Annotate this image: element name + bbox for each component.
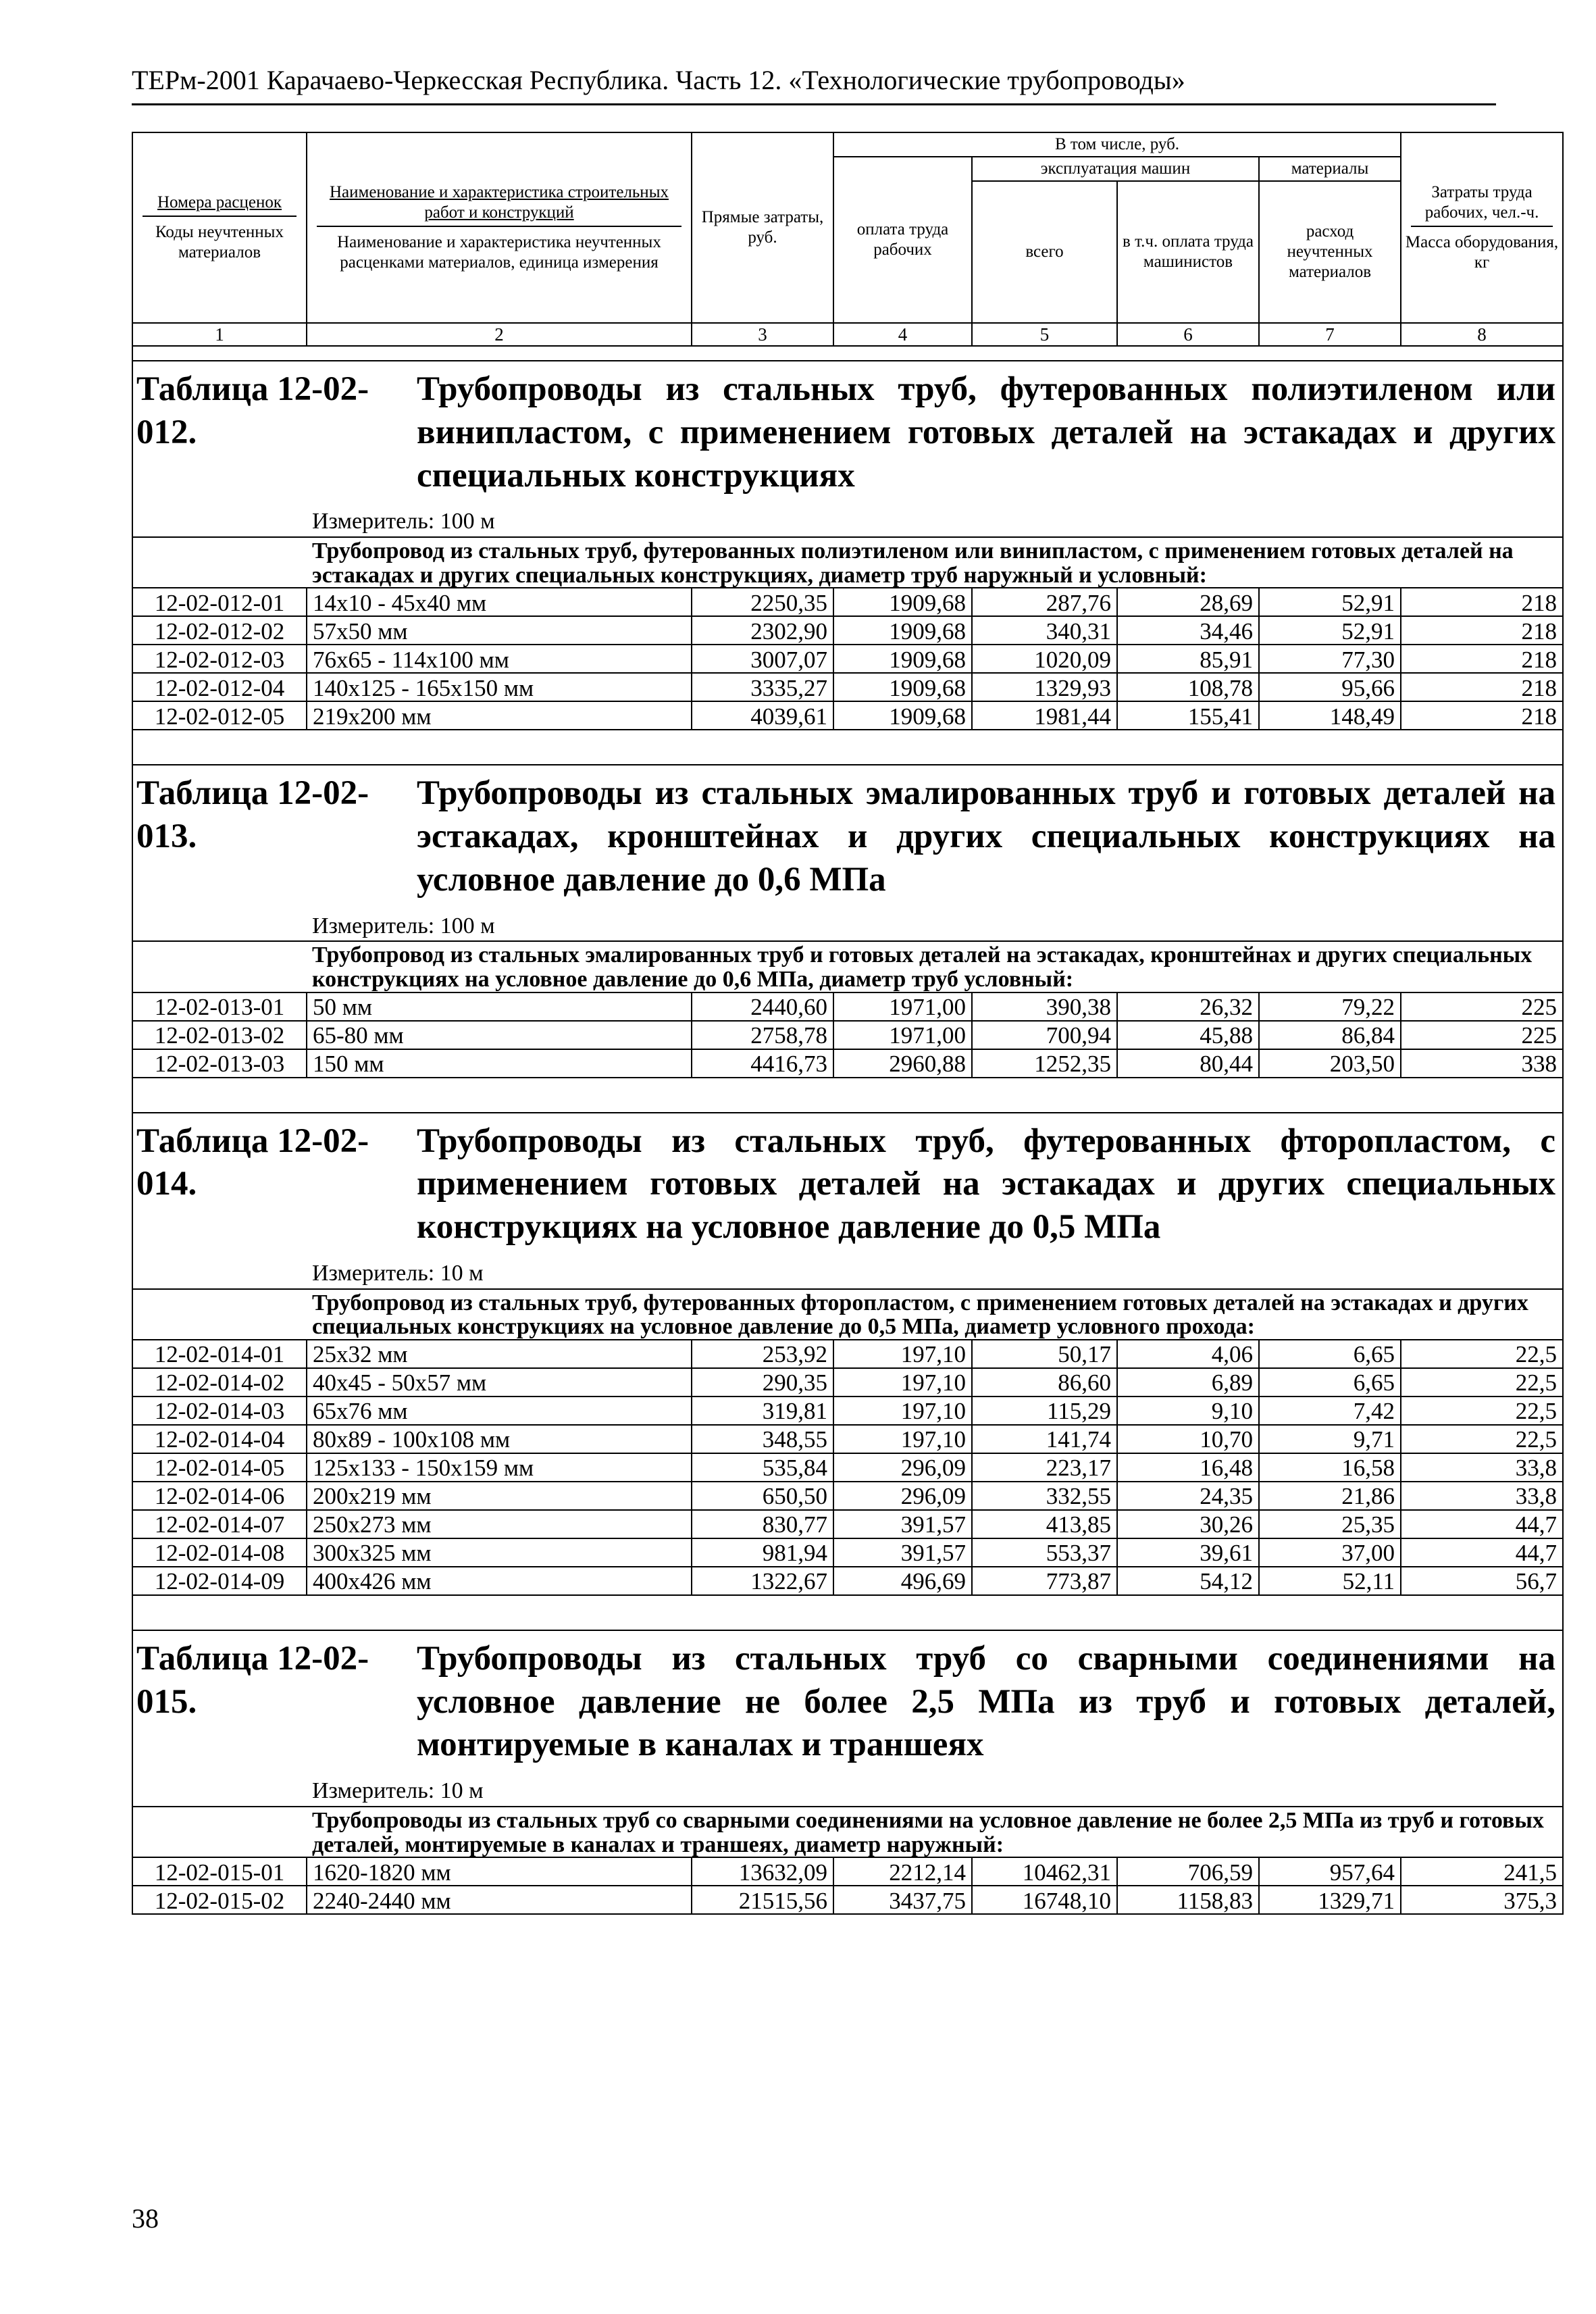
work-description: Трубопровод из стальных труб, футерованных фторопластом, с применением готовых деталей на эстакадах и других специальных конструкциях на условное давление до 0,5 МПа, диаметр условного прохода: xyxy=(132,1289,1563,1340)
rate-code: 12-02-014-04 xyxy=(132,1425,307,1453)
rate-code: 12-02-013-03 xyxy=(132,1049,307,1078)
page-number: 38 xyxy=(132,2203,159,2234)
machinists-wage: 9,10 xyxy=(1117,1397,1259,1425)
rate-code: 12-02-012-03 xyxy=(132,645,307,673)
materials-cost: 37,00 xyxy=(1259,1538,1401,1567)
workers-wage: 197,10 xyxy=(833,1340,972,1368)
rate-code: 12-02-013-01 xyxy=(132,992,307,1021)
table-title-text: Трубопроводы из стальных труб со сварными соединениями на условное давление не более 2,5 МПа из труб и готовых деталей, монтируемые в каналах и траншеях xyxy=(417,1639,1556,1764)
column-number: 4 xyxy=(833,323,972,346)
work-description: Трубопровод из стальных эмалированных труб и готовых деталей на эстакадах, кронштейнах и других специальных конструкциях на условное давление до 0,6 МПа, диаметр труб условный: xyxy=(132,941,1563,992)
workers-wage: 391,57 xyxy=(833,1538,972,1567)
materials-cost: 86,84 xyxy=(1259,1021,1401,1049)
column-number: 7 xyxy=(1259,323,1401,346)
table-row xyxy=(132,1482,1563,1510)
materials-cost: 79,22 xyxy=(1259,992,1401,1021)
workers-wage: 2212,14 xyxy=(833,1857,972,1886)
workers-wage: 1909,68 xyxy=(833,588,972,616)
workers-wage: 2960,88 xyxy=(833,1049,972,1078)
page-header: ТЕРм-2001 Карачаево-Черкесская Республика. Часть 12. «Технологические трубопроводы» xyxy=(132,64,1496,105)
direct-costs: 21515,56 xyxy=(692,1886,833,1914)
machines-total: 700,94 xyxy=(972,1021,1117,1049)
header-direct-costs: Прямые затраты, руб. xyxy=(692,132,833,323)
table-title xyxy=(133,1113,1562,1249)
table-title-row xyxy=(132,765,1563,901)
materials-cost: 25,35 xyxy=(1259,1510,1401,1538)
table-label: Таблица 12-02-014. xyxy=(136,1122,369,1203)
rate-code: 12-02-014-05 xyxy=(132,1453,307,1482)
materials-cost: 52,11 xyxy=(1259,1567,1401,1595)
measure-cell xyxy=(132,902,1563,942)
machinists-wage: 85,91 xyxy=(1117,645,1259,673)
item-name: 65х76 мм xyxy=(307,1397,692,1425)
item-name: 65-80 мм xyxy=(307,1021,692,1049)
item-name: 250х273 мм xyxy=(307,1510,692,1538)
measure-row xyxy=(132,497,1563,537)
measure-unit: Измеритель: 100 м xyxy=(312,509,495,534)
machinists-wage: 108,78 xyxy=(1117,673,1259,701)
rate-code: 12-02-014-06 xyxy=(132,1482,307,1510)
rate-code: 12-02-014-02 xyxy=(132,1368,307,1397)
rate-code: 12-02-012-05 xyxy=(132,701,307,730)
machines-total: 141,74 xyxy=(972,1425,1117,1453)
labor-cost: 375,3 xyxy=(1401,1886,1563,1914)
direct-costs: 981,94 xyxy=(692,1538,833,1567)
work-description: Трубопроводы из стальных труб со сварными соединениями на условное давление не более 2,5 МПа из труб и готовых деталей, монтируемые в каналах и траншеях, диаметр наружный: xyxy=(132,1807,1563,1857)
header-wage: оплата труда рабочих xyxy=(833,157,972,323)
labor-cost: 225 xyxy=(1401,1021,1563,1049)
measure-unit: Измеритель: 10 м xyxy=(312,1778,484,1804)
item-name: 400х426 мм xyxy=(307,1567,692,1595)
table-label: Таблица 12-02-013. xyxy=(136,774,369,856)
column-number: 2 xyxy=(307,323,692,346)
table-row xyxy=(132,1397,1563,1425)
labor-cost: 22,5 xyxy=(1401,1397,1563,1425)
workers-wage: 296,09 xyxy=(833,1453,972,1482)
machines-total: 10462,31 xyxy=(972,1857,1117,1886)
machinists-wage: 34,46 xyxy=(1117,616,1259,645)
direct-costs: 13632,09 xyxy=(692,1857,833,1886)
materials-cost: 77,30 xyxy=(1259,645,1401,673)
direct-costs: 4416,73 xyxy=(692,1049,833,1078)
table-title-row xyxy=(132,361,1563,497)
table-title-text: Трубопроводы из стальных труб, футерованных полиэтиленом или винипластом, с применением готовых деталей на эстакадах и других специальных конструкциях xyxy=(417,370,1556,495)
item-name: 2240-2440 мм xyxy=(307,1886,692,1914)
workers-wage: 496,69 xyxy=(833,1567,972,1595)
item-name: 140х125 - 165х150 мм xyxy=(307,673,692,701)
rate-code: 12-02-013-02 xyxy=(132,1021,307,1049)
table-title xyxy=(133,361,1562,497)
table-row xyxy=(132,1510,1563,1538)
workers-wage: 1909,68 xyxy=(833,673,972,701)
measure-row xyxy=(132,902,1563,942)
table-title-text: Трубопроводы из стальных труб, футерованных фторопластом, с применением готовых деталей на эстакадах и других специальных конструкциях на условное давление до 0,5 МПа xyxy=(417,1122,1556,1247)
header-machines: эксплуатация машин xyxy=(972,157,1259,181)
direct-costs: 2440,60 xyxy=(692,992,833,1021)
labor-cost: 22,5 xyxy=(1401,1425,1563,1453)
labor-cost: 44,7 xyxy=(1401,1538,1563,1567)
table-row xyxy=(132,1021,1563,1049)
workers-wage: 1909,68 xyxy=(833,616,972,645)
table-row xyxy=(132,1425,1563,1453)
rate-code: 12-02-015-01 xyxy=(132,1857,307,1886)
table-row xyxy=(132,1886,1563,1914)
item-name: 200х219 мм xyxy=(307,1482,692,1510)
workers-wage: 197,10 xyxy=(833,1425,972,1453)
rate-code: 12-02-014-09 xyxy=(132,1567,307,1595)
workers-wage: 1971,00 xyxy=(833,992,972,1021)
table-row xyxy=(132,1857,1563,1886)
machines-total: 1329,93 xyxy=(972,673,1117,701)
table-title-block xyxy=(132,1113,1563,1249)
machines-total: 115,29 xyxy=(972,1397,1117,1425)
workers-wage: 296,09 xyxy=(833,1482,972,1510)
header-codes: Номера расценок Коды неучтенных материалов xyxy=(132,132,307,323)
rate-code: 12-02-015-02 xyxy=(132,1886,307,1914)
labor-cost: 338 xyxy=(1401,1049,1563,1078)
column-number: 1 xyxy=(132,323,307,346)
item-name: 25х32 мм xyxy=(307,1340,692,1368)
table-row xyxy=(132,992,1563,1021)
materials-cost: 21,86 xyxy=(1259,1482,1401,1510)
table-row xyxy=(132,616,1563,645)
materials-cost: 9,71 xyxy=(1259,1425,1401,1453)
workers-wage: 197,10 xyxy=(833,1397,972,1425)
workers-wage: 391,57 xyxy=(833,1510,972,1538)
measure-cell xyxy=(132,497,1563,537)
labor-cost: 22,5 xyxy=(1401,1368,1563,1397)
column-number: 6 xyxy=(1117,323,1259,346)
item-name: 50 мм xyxy=(307,992,692,1021)
workers-wage: 1909,68 xyxy=(833,645,972,673)
labor-cost: 22,5 xyxy=(1401,1340,1563,1368)
machinists-wage: 16,48 xyxy=(1117,1453,1259,1482)
header-row-1 xyxy=(132,132,1563,157)
column-number: 5 xyxy=(972,323,1117,346)
machinists-wage: 706,59 xyxy=(1117,1857,1259,1886)
direct-costs: 2758,78 xyxy=(692,1021,833,1049)
machinists-wage: 28,69 xyxy=(1117,588,1259,616)
machinists-wage: 80,44 xyxy=(1117,1049,1259,1078)
materials-cost: 148,49 xyxy=(1259,701,1401,730)
labor-cost: 218 xyxy=(1401,616,1563,645)
table-row xyxy=(132,673,1563,701)
materials-cost: 7,42 xyxy=(1259,1397,1401,1425)
labor-cost: 56,7 xyxy=(1401,1567,1563,1595)
labor-cost: 218 xyxy=(1401,588,1563,616)
direct-costs: 2302,90 xyxy=(692,616,833,645)
direct-costs: 830,77 xyxy=(692,1510,833,1538)
item-name: 76х65 - 114х100 мм xyxy=(307,645,692,673)
materials-cost: 1329,71 xyxy=(1259,1886,1401,1914)
measure-row xyxy=(132,1767,1563,1807)
machinists-wage: 24,35 xyxy=(1117,1482,1259,1510)
table-title-row xyxy=(132,1113,1563,1249)
materials-cost: 203,50 xyxy=(1259,1049,1401,1078)
header-materials-unaccounted: расход неучтенных материалов xyxy=(1259,181,1401,323)
header-labor: Затраты труда рабочих, чел.-ч. Масса оборудования, кг xyxy=(1401,132,1563,323)
machines-total: 390,38 xyxy=(972,992,1117,1021)
labor-cost: 33,8 xyxy=(1401,1482,1563,1510)
table-row xyxy=(132,1538,1563,1567)
labor-cost: 218 xyxy=(1401,673,1563,701)
header-machines-wage: в т.ч. оплата труда машинистов xyxy=(1117,181,1259,323)
header-including: В том числе, руб. xyxy=(833,132,1401,157)
machinists-wage: 54,12 xyxy=(1117,1567,1259,1595)
machines-total: 223,17 xyxy=(972,1453,1117,1482)
machines-total: 287,76 xyxy=(972,588,1117,616)
description-row xyxy=(132,1289,1563,1340)
measure-cell xyxy=(132,1249,1563,1289)
materials-cost: 957,64 xyxy=(1259,1857,1401,1886)
machines-total: 773,87 xyxy=(972,1567,1117,1595)
rate-code: 12-02-014-08 xyxy=(132,1538,307,1567)
machines-total: 1252,35 xyxy=(972,1049,1117,1078)
direct-costs: 290,35 xyxy=(692,1368,833,1397)
table-label: Таблица 12-02-015. xyxy=(136,1639,369,1721)
machines-total: 1981,44 xyxy=(972,701,1117,730)
machines-total: 1020,09 xyxy=(972,645,1117,673)
machinists-wage: 4,06 xyxy=(1117,1340,1259,1368)
header-materials: материалы xyxy=(1259,157,1401,181)
machinists-wage: 6,89 xyxy=(1117,1368,1259,1397)
table-row xyxy=(132,588,1563,616)
machinists-wage: 1158,83 xyxy=(1117,1886,1259,1914)
machines-total: 553,37 xyxy=(972,1538,1117,1567)
materials-cost: 16,58 xyxy=(1259,1453,1401,1482)
direct-costs: 1322,67 xyxy=(692,1567,833,1595)
labor-cost: 241,5 xyxy=(1401,1857,1563,1886)
description-row xyxy=(132,941,1563,992)
item-name: 219х200 мм xyxy=(307,701,692,730)
item-name: 1620-1820 мм xyxy=(307,1857,692,1886)
rate-code: 12-02-012-01 xyxy=(132,588,307,616)
measure-row xyxy=(132,1249,1563,1289)
labor-cost: 33,8 xyxy=(1401,1453,1563,1482)
direct-costs: 4039,61 xyxy=(692,701,833,730)
column-number: 3 xyxy=(692,323,833,346)
header-names: Наименование и характеристика строительных работ и конструкций Наименование и характеристика неучтенных расценками материалов, единица измерения xyxy=(307,132,692,323)
direct-costs: 2250,35 xyxy=(692,588,833,616)
machines-total: 413,85 xyxy=(972,1510,1117,1538)
price-table xyxy=(132,132,1564,1915)
machinists-wage: 10,70 xyxy=(1117,1425,1259,1453)
workers-wage: 1971,00 xyxy=(833,1021,972,1049)
table-row xyxy=(132,645,1563,673)
item-name: 14х10 - 45х40 мм xyxy=(307,588,692,616)
machinists-wage: 30,26 xyxy=(1117,1510,1259,1538)
machinists-wage: 26,32 xyxy=(1117,992,1259,1021)
workers-wage: 3437,75 xyxy=(833,1886,972,1914)
machines-total: 340,31 xyxy=(972,616,1117,645)
section-gap xyxy=(132,1078,1563,1113)
machines-total: 16748,10 xyxy=(972,1886,1117,1914)
table-title-block xyxy=(132,1630,1563,1767)
measure-cell xyxy=(132,1767,1563,1807)
materials-cost: 95,66 xyxy=(1259,673,1401,701)
labor-cost: 44,7 xyxy=(1401,1510,1563,1538)
rate-code: 12-02-012-04 xyxy=(132,673,307,701)
direct-costs: 650,50 xyxy=(692,1482,833,1510)
rate-code: 12-02-014-03 xyxy=(132,1397,307,1425)
direct-costs: 319,81 xyxy=(692,1397,833,1425)
table-title xyxy=(133,765,1562,901)
direct-costs: 3335,27 xyxy=(692,673,833,701)
machines-total: 86,60 xyxy=(972,1368,1117,1397)
measure-unit: Измеритель: 100 м xyxy=(312,913,495,938)
section-gap xyxy=(132,346,1563,361)
direct-costs: 3007,07 xyxy=(692,645,833,673)
rate-code: 12-02-014-01 xyxy=(132,1340,307,1368)
table-title-text: Трубопроводы из стальных эмалированных труб и готовых деталей на эстакадах, кронштейнах и других специальных конструкциях на условное давление до 0,6 МПа xyxy=(417,774,1556,899)
materials-cost: 6,65 xyxy=(1259,1368,1401,1397)
column-numbers-row xyxy=(132,323,1563,346)
column-number: 8 xyxy=(1401,323,1563,346)
workers-wage: 1909,68 xyxy=(833,701,972,730)
table-row xyxy=(132,1567,1563,1595)
machines-total: 332,55 xyxy=(972,1482,1117,1510)
rate-code: 12-02-014-07 xyxy=(132,1510,307,1538)
machinists-wage: 39,61 xyxy=(1117,1538,1259,1567)
work-description: Трубопровод из стальных труб, футерованных полиэтиленом или винипластом, с применением готовых деталей на эстакадах и других специальных конструкциях, диаметр труб наружный и условный: xyxy=(132,537,1563,588)
table-label: Таблица 12-02-012. xyxy=(136,370,369,451)
section-gap xyxy=(132,1595,1563,1630)
description-row xyxy=(132,1807,1563,1857)
item-name: 150 мм xyxy=(307,1049,692,1078)
item-name: 40х45 - 50х57 мм xyxy=(307,1368,692,1397)
rate-code: 12-02-012-02 xyxy=(132,616,307,645)
table-row xyxy=(132,1340,1563,1368)
table-title-row xyxy=(132,1630,1563,1767)
item-name: 57х50 мм xyxy=(307,616,692,645)
header-machines-total: всего xyxy=(972,181,1117,323)
direct-costs: 348,55 xyxy=(692,1425,833,1453)
labor-cost: 218 xyxy=(1401,701,1563,730)
labor-cost: 218 xyxy=(1401,645,1563,673)
table-row xyxy=(132,1049,1563,1078)
description-row xyxy=(132,537,1563,588)
table-row xyxy=(132,1453,1563,1482)
measure-unit: Измеритель: 10 м xyxy=(312,1260,484,1286)
main-content xyxy=(132,132,1562,1915)
labor-cost: 225 xyxy=(1401,992,1563,1021)
materials-cost: 52,91 xyxy=(1259,588,1401,616)
table-row xyxy=(132,701,1563,730)
workers-wage: 197,10 xyxy=(833,1368,972,1397)
machinists-wage: 155,41 xyxy=(1117,701,1259,730)
materials-cost: 6,65 xyxy=(1259,1340,1401,1368)
table-title xyxy=(133,1631,1562,1767)
section-gap xyxy=(132,730,1563,765)
item-name: 125х133 - 150х159 мм xyxy=(307,1453,692,1482)
table-title-block xyxy=(132,765,1563,901)
table-title-block xyxy=(132,361,1563,497)
machines-total: 50,17 xyxy=(972,1340,1117,1368)
direct-costs: 535,84 xyxy=(692,1453,833,1482)
item-name: 80х89 - 100х108 мм xyxy=(307,1425,692,1453)
machinists-wage: 45,88 xyxy=(1117,1021,1259,1049)
item-name: 300х325 мм xyxy=(307,1538,692,1567)
direct-costs: 253,92 xyxy=(692,1340,833,1368)
table-row xyxy=(132,1368,1563,1397)
materials-cost: 52,91 xyxy=(1259,616,1401,645)
